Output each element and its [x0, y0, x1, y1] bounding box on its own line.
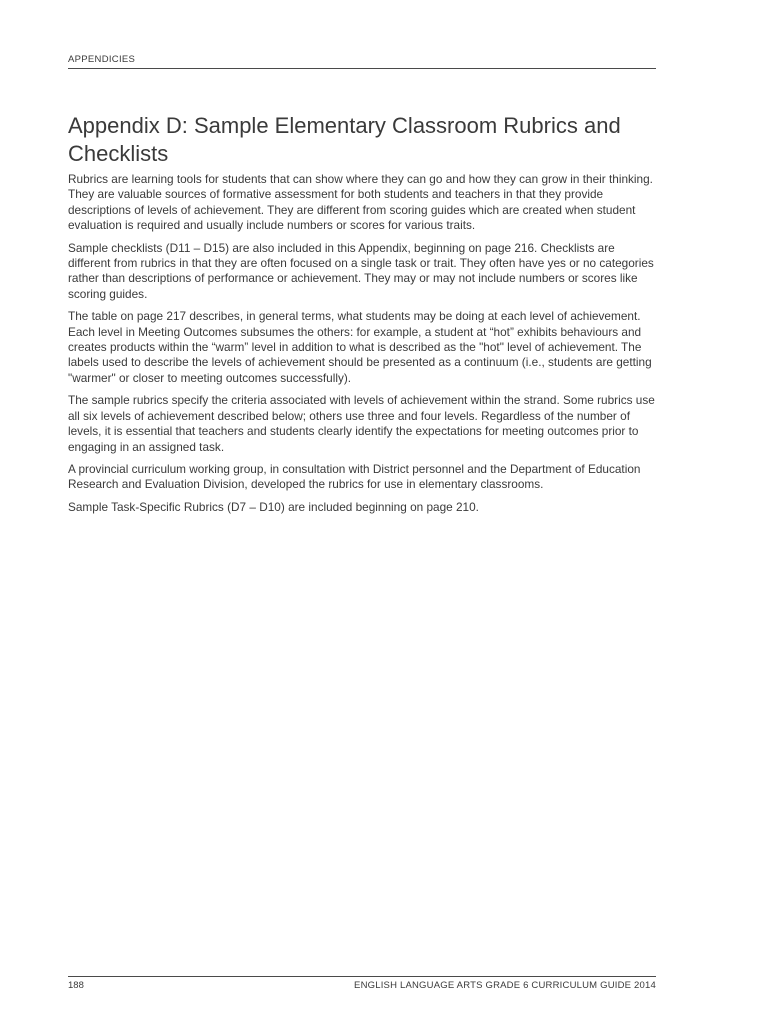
header-rule: [68, 68, 656, 69]
paragraph: Sample checklists (D11 – D15) are also included in this Appendix, beginning on page 216. Checklists are different from rubrics in that they are often focused on a single task or trait. They often have yes or no categories rather than descriptions of performance or achievement. They may or may not include numbers or scores like scoring guides.: [68, 240, 654, 301]
body-text: [68, 172, 658, 522]
paragraph: The sample rubrics specify the criteria associated with levels of achievement within the strand. Some rubrics use all six levels of achievement described below; others use three and four levels. Regardless of the number of levels, it is essential that teachers and students clearly identify the expectations for meeting outcomes prior to engaging in an assigned task.: [68, 393, 655, 454]
paragraph: Sample Task-Specific Rubrics (D7 – D10) are included beginning on page 210.: [68, 499, 479, 514]
paragraph: Rubrics are learning tools for students that can show where they can go and how they can grow in their thinking. They are valuable sources of formative assessment for both students and teachers in that they provide descriptions of levels of achievement. They are different from scoring guides which are created when student evaluation is required and usually include numbers or scores for various traits.: [68, 172, 653, 233]
page-number: 188: [68, 980, 84, 991]
running-foot: ENGLISH LANGUAGE ARTS GRADE 6 CURRICULUM GUIDE 2014: [354, 980, 656, 991]
page-title: Appendix D: Sample Elementary Classroom Rubrics and Checklists: [68, 113, 621, 166]
footer-rule: [68, 976, 656, 977]
paragraph: A provincial curriculum working group, in consultation with District personnel and the Department of Education Research and Evaluation Division, developed the rubrics for use in elementary classrooms.: [68, 461, 641, 492]
running-head: APPENDICIES: [68, 54, 136, 65]
paragraph: The table on page 217 describes, in general terms, what students may be doing at each level of achievement. Each level in Meeting Outcomes subsumes the others: for example, a student at “hot” exhibits behaviours and creates products within the “warm” level in addition to what is described as the "hot" level of achievement. The labels used to describe the levels of achievement should be presented as a continuum (i.e., students are getting "warmer" or closer to meeting outcomes successfully).: [68, 309, 652, 385]
